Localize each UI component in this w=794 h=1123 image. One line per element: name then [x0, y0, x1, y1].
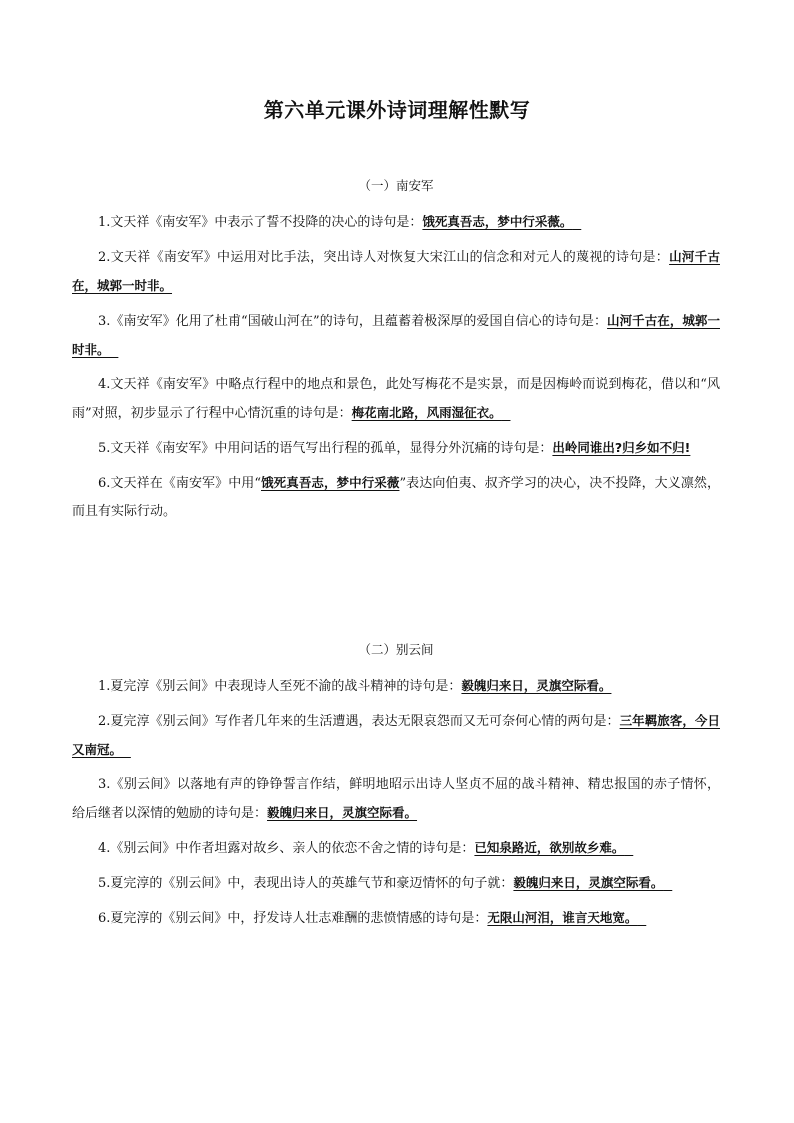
- answer-text: 毅魄归来日，灵旗空际看。: [513, 875, 664, 890]
- section-heading: （二）别云间: [358, 642, 434, 657]
- question-number: 2.: [98, 250, 111, 265]
- question-number: 4.: [98, 377, 111, 392]
- question-item: [72, 243, 720, 301]
- question-item: [72, 371, 720, 428]
- answer-text: 出岭同谁出?归乡如不归!: [552, 440, 691, 455]
- question-number: 6.: [98, 911, 111, 926]
- question-item: [72, 904, 720, 933]
- question-item: [72, 208, 720, 237]
- question-item: [72, 834, 720, 863]
- question-prompt: 文天祥《南安军》中用问话的语气写出行程的孤单，显得分外沉痛的诗句是：: [110, 441, 553, 456]
- question-number: 5.: [98, 441, 111, 456]
- answer-text: 山河千古在，城郭一时非。: [72, 313, 720, 357]
- question-item: [72, 307, 720, 365]
- question-number: 4.: [98, 841, 111, 856]
- question-prompt: 文天祥在《南安军》中用“: [110, 476, 261, 491]
- question-prompt: 夏完淳的《别云间》中，表现出诗人的英雄气节和豪迈情怀的句子就：: [110, 876, 514, 891]
- question-number: 5.: [98, 876, 111, 891]
- answer-text: 饿死真吾志，梦中行采薇。: [422, 214, 573, 229]
- page-title: 第六单元课外诗词理解性默写: [263, 98, 531, 122]
- question-prompt: 《南安军》化用了杜甫“国破山河在”的诗句，且蕴蓄着极深厚的爱国自信心的诗句是：: [110, 314, 608, 329]
- question-item: [72, 469, 720, 526]
- question-prompt: 文天祥《南安军》中表示了誓不投降的决心的诗句是：: [110, 215, 423, 230]
- answer-text: 已知泉路近，欲别故乡难。: [474, 840, 625, 855]
- question-prompt: 《别云间》以落地有声的铮铮誓言作结，鲜明地昭示出诗人坚贞不屈的战斗精神、精忠报国的赤子情怀，给后继者以深情的勉励的诗句是：: [72, 777, 720, 821]
- answer-text: 毅魄归来日，灵旗空际看。: [267, 805, 418, 820]
- question-prompt: 文天祥《南安军》中略点行程中的地点和景色，此处写梅花不是实景，而是因梅岭而说到梅花，借以和“风雨”对照，初步显示了行程中心情沉重的诗句是：: [72, 377, 720, 421]
- question-number: 1.: [98, 215, 111, 230]
- question-prompt: 夏完淳的《别云间》中，抒发诗人壮志难酬的悲愤情感的诗句是：: [110, 911, 488, 926]
- question-prompt: 文天祥《南安军》中运用对比手法，突出诗人对恢复大宋江山的信念和对元人的蔑视的诗句是：: [110, 250, 670, 265]
- question-item: [72, 707, 720, 765]
- question-item: [72, 672, 720, 701]
- answer-text: 梅花南北路，风雨湿征衣。: [351, 405, 502, 420]
- question-tail: ”表达向伯夷、叔齐学习的决心，决不投降，大义凛然，而且有实际行动。: [72, 476, 720, 519]
- question-prompt: 《别云间》中作者坦露对故乡、亲人的依恋不舍之情的诗句是：: [110, 841, 475, 856]
- section-nan-an-jun: [72, 174, 720, 532]
- question-number: 2.: [98, 714, 111, 729]
- question-prompt: 夏完淳《别云间》写作者几年来的生活遭遇，表达无限哀怨而又无可奈何心情的两句是：: [110, 714, 620, 729]
- section-bie-yun-jian: [72, 638, 720, 939]
- section-heading: （一）南安军: [358, 178, 434, 193]
- question-item: [72, 434, 720, 463]
- answer-text: 饿死真吾志，梦中行采薇: [261, 475, 400, 490]
- question-number: 3.: [98, 777, 111, 792]
- question-item: [72, 869, 720, 898]
- question-prompt: 夏完淳《别云间》中表现诗人至死不渝的战斗精神的诗句是：: [110, 679, 462, 694]
- answer-text: 无限山河泪，谁言天地宽。: [487, 910, 638, 925]
- question-number: 6.: [98, 476, 111, 491]
- question-item: [72, 771, 720, 828]
- question-number: 1.: [98, 679, 111, 694]
- answer-text: 山河千古在，城郭一时非。: [72, 249, 720, 293]
- question-number: 3.: [98, 314, 111, 329]
- answer-text: 毅魄归来日，灵旗空际看。: [461, 678, 612, 693]
- answer-text: 三年羁旅客，今日又南冠。: [72, 713, 720, 757]
